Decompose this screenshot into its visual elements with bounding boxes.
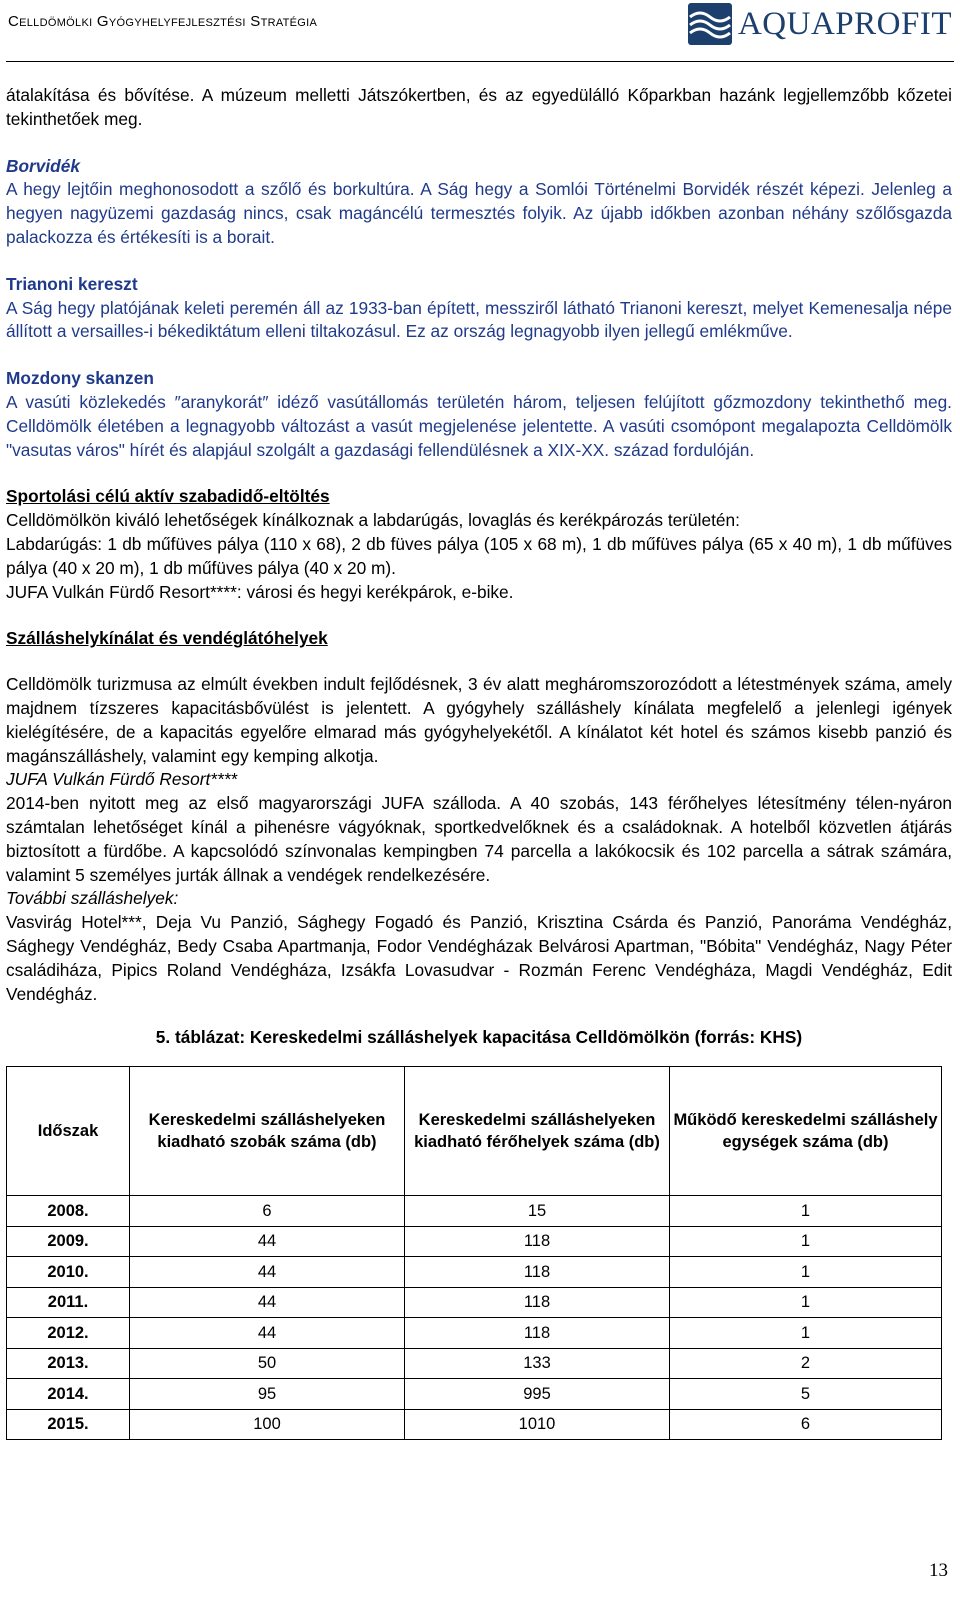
- header-idoszak: Időszak: [7, 1067, 130, 1196]
- header-ferohelyek: Kereskedelmi szálláshelyeken kiadható férőhelyek száma (db): [405, 1067, 670, 1196]
- cell-year: 2012.: [7, 1318, 130, 1349]
- cell-year: 2014.: [7, 1379, 130, 1410]
- borvidek-paragraph: A hegy lejtőin meghonosodott a szőlő és borkultúra. A Ság hegy a Somlói Történelmi Borvidék részét képezi. Jelenleg a hegyen nagyüzemi gazdaság nincs, csak magáncélú termesztés folyik. Az újabb időkben azonban néhány szőlősgazda palackozza és értékesíti is a borait.: [6, 179, 952, 247]
- mozdony-paragraph: A vasúti közlekedés ″aranykorát″ idéző vasútállomás területén három, teljesen felújított gőzmozdony tekinthethő meg. Celldömölk életében a legnagyobb változást a vasút megjelenése jelentette. A vasúti csomópont megalapozta Celldömölk "vasutas város" hírét és alapjául szolgált a gazdasági fellendülésnek a XIX-XX. század fordulóján.: [6, 391, 952, 460]
- header-title: Celldömölki Gyógyhelyfejlesztési Stratégia: [8, 13, 318, 30]
- cell-year: 2010.: [7, 1257, 130, 1288]
- szallas-paragraph: Celldömölk turizmusa az elmúlt években indult fejlődésnek, 3 év alatt megháromszorozódott a létestmények száma, amely majdnem tízszeres kapacitásbővülést is jelentett. A gyógyhely szálláshely kínálata megfelelő a jelenlegi igények kielégítésére, de a kapacitás egyelőre elmarad más gyógyhelyekétől. A kínálatot két hotel és számos kisebb panzió és magánszálláshely, valamint egy kemping alkotja.: [6, 674, 952, 766]
- tovabbi-heading: További szálláshelyek:: [6, 888, 179, 909]
- cell-year: 2013.: [7, 1348, 130, 1379]
- mozdony-heading: Mozdony skanzen: [6, 368, 154, 389]
- table-row: [7, 1257, 942, 1288]
- jufa-paragraph: 2014-ben nyitott meg az első magyarországi JUFA szálloda. A 40 szobás, 143 férőhelyes létesítmény télen-nyáron számtalan lehetőséget kínál a pihenésre vágyóknak, sportkedvelőknek és a családoknak. A hotelből közvetlen átjárás biztosított a fürdőbe. A kapcsolódó színvonalas kempingben 74 parcella a lakókocsik és 102 parcella a sátrak számára, valamint 5 személyes jurták állnak a vendégek rendelkezésére.: [6, 793, 952, 885]
- cell-year: 2011.: [7, 1287, 130, 1318]
- table-row: [7, 1318, 942, 1349]
- cell-beds: 118: [405, 1226, 670, 1257]
- cell-rooms: 6: [130, 1196, 405, 1227]
- cell-beds: 118: [405, 1318, 670, 1349]
- cell-rooms: 44: [130, 1287, 405, 1318]
- table-caption: 5. táblázat: Kereskedelmi szálláshelyek kapacitása Celldömölkön (forrás: KHS): [155, 1027, 803, 1048]
- header-divider: [6, 61, 954, 62]
- table-row: [7, 1226, 942, 1257]
- aquaprofit-logo: [688, 3, 952, 45]
- cell-units: 1: [670, 1287, 942, 1318]
- page-number: 13: [929, 1560, 948, 1581]
- capacity-table: [6, 1066, 942, 1440]
- cell-units: 1: [670, 1226, 942, 1257]
- cell-rooms: 44: [130, 1257, 405, 1288]
- szallas-heading: Szálláshelykínálat és vendéglátóhelyek: [6, 628, 328, 649]
- cell-year: 2009.: [7, 1226, 130, 1257]
- table-row: [7, 1287, 942, 1318]
- borvidek-heading: Borvidék: [6, 155, 80, 176]
- cell-rooms: 44: [130, 1318, 405, 1349]
- cell-beds: 118: [405, 1257, 670, 1288]
- cell-beds: 15: [405, 1196, 670, 1227]
- trianoni-paragraph: A Ság hegy platójának keleti peremén áll az 1933-ban épített, messziről látható Trianoni kereszt, melyet Kemenesalja népe állított a versailles-i békediktátum elleni tiltakozásul. Ez az ország legnagyobb ilyen jellegű emlékműve.: [6, 297, 952, 342]
- cell-units: 5: [670, 1379, 942, 1410]
- wave-logo-icon: [688, 3, 732, 45]
- cell-beds: 133: [405, 1348, 670, 1379]
- header-egysegek: Működő kereskedelmi szálláshely egységek száma (db): [670, 1067, 942, 1196]
- cell-rooms: 100: [130, 1409, 405, 1440]
- cell-year: 2008.: [7, 1196, 130, 1227]
- sport-paragraph-2: Labdarúgás: 1 db műfüves pálya (110 x 68), 2 db füves pálya (105 x 68 m), 1 db műfüves pálya (65 x 40 m), 1 db műfüves pálya (40 x 20 m), 1 db műfüves pálya (40 x 20 m).: [6, 533, 952, 578]
- table-row: [7, 1379, 942, 1410]
- table-header-row: [7, 1067, 942, 1196]
- document-body: [6, 84, 952, 1440]
- table-row: [7, 1348, 942, 1379]
- logo-text: AQUAPROFIT: [737, 5, 952, 42]
- cell-rooms: 95: [130, 1379, 405, 1410]
- cell-units: 6: [670, 1409, 942, 1440]
- cell-year: 2015.: [7, 1409, 130, 1440]
- table-row: [7, 1196, 942, 1227]
- trianoni-heading: Trianoni kereszt: [6, 273, 138, 294]
- cell-units: 1: [670, 1257, 942, 1288]
- cell-beds: 1010: [405, 1409, 670, 1440]
- sport-paragraph-3: JUFA Vulkán Fürdő Resort****: városi és hegyi kerékpárok, e-bike.: [6, 581, 514, 602]
- sport-heading: Sportolási célú aktív szabadidő-eltöltés: [6, 486, 330, 507]
- cell-units: 2: [670, 1348, 942, 1379]
- tovabbi-paragraph: Vasvirág Hotel***, Deja Vu Panzió, Sághegy Fogadó és Panzió, Krisztina Csárda és Panzió, Panoráma Vendégház, Sághegy Vendégház, Bedy Csaba Apartmanja, Fodor Vendégházak Belvárosi Apartman, "Bóbita" Vendégház, Nagy Péter családiháza, Pipics Roland Vendégháza, Izsákfa Lovasudvar - Rozmán Ferenc Vendégháza, Magdi Vendégház, Edit Vendégház.: [6, 912, 952, 1004]
- header-szobak: Kereskedelmi szálláshelyeken kiadható szobák száma (db): [130, 1067, 405, 1196]
- cell-rooms: 44: [130, 1226, 405, 1257]
- table-row: [7, 1409, 942, 1440]
- sport-paragraph-1: Celldömölkön kiváló lehetőségek kínálkoznak a labdarúgás, lovaglás és kerékpározás területén:: [6, 510, 740, 531]
- cell-beds: 995: [405, 1379, 670, 1410]
- cell-rooms: 50: [130, 1348, 405, 1379]
- cell-units: 1: [670, 1318, 942, 1349]
- cell-beds: 118: [405, 1287, 670, 1318]
- page-header: [0, 0, 960, 58]
- intro-paragraph: átalakítása és bővítése. A múzeum melletti Játszókertben, és az egyedülálló Kőparkban hazánk legjellemzőbb kőzetei tekinthetőek meg.: [6, 85, 952, 129]
- jufa-heading: JUFA Vulkán Fürdő Resort****: [6, 769, 238, 790]
- cell-units: 1: [670, 1196, 942, 1227]
